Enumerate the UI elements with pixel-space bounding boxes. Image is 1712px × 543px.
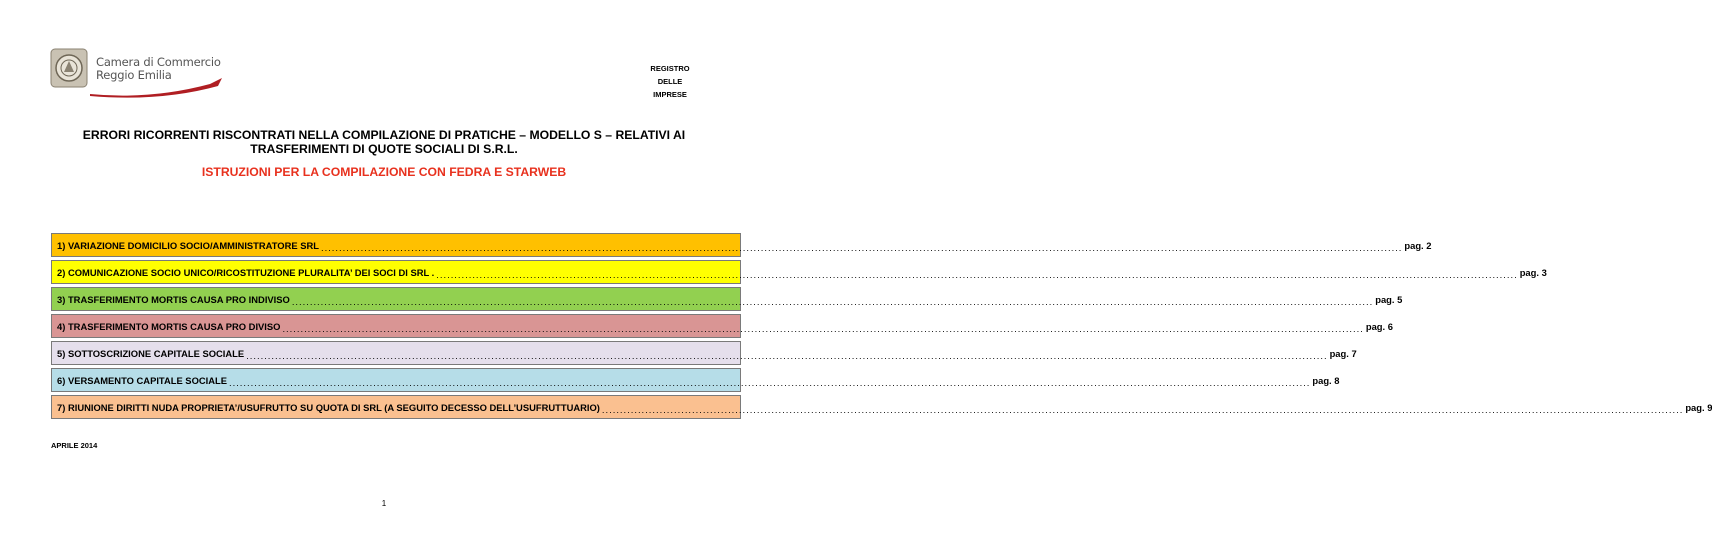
toc-entry-label: 1) VARIAZIONE DOMICILIO SOCIO/AMMINISTRATORE SRL <box>57 239 319 251</box>
page-number: 1 <box>381 499 387 508</box>
toc-leader-dots: ............................................................................................................................................................................................................................................................................................................ <box>320 241 1403 253</box>
toc-entry-page: pag. 2 <box>1404 239 1432 251</box>
logo-line-1: Camera di Commercio <box>96 55 221 69</box>
toc-entry-label: 5) SOTTOSCRIZIONE CAPITALE SOCIALE <box>57 347 245 359</box>
document-date: APRILE 2014 <box>51 441 98 450</box>
toc-entry-label: 3) TRASFERIMENTO MORTIS CAUSA PRO INDIVISO <box>57 293 290 305</box>
toc-entry[interactable] <box>51 341 1357 365</box>
toc-entry[interactable] <box>51 368 1340 392</box>
document-title <box>60 128 708 156</box>
toc-entry-label: 4) TRASFERIMENTO MORTIS CAUSA PRO DIVISO <box>57 320 281 332</box>
logo-line-2: Reggio Emilia <box>96 68 172 82</box>
toc-entry-page: pag. 5 <box>1375 293 1403 305</box>
toc-entry-page: pag. 8 <box>1312 374 1340 386</box>
chamber-of-commerce-logo <box>50 48 222 100</box>
toc-entry-page: pag. 6 <box>1365 320 1393 332</box>
toc-entry[interactable] <box>51 395 1712 419</box>
registry-line-1: REGISTRO <box>650 64 690 73</box>
toc-entry-page: pag. 7 <box>1329 347 1357 359</box>
table-of-contents <box>51 233 1712 422</box>
title-line-1: ERRORI RICORRENTI RISCONTRATI NELLA COMPILAZIONE DI PRATICHE – MODELLO S – RELATIVI AI <box>82 128 686 142</box>
toc-entry-label: 7) RIUNIONE DIRITTI NUDA PROPRIETA’/USUFRUTTO SU QUOTA DI SRL (A SEGUITO DECESSO DELL’USUFRUTTUARIO) <box>57 401 600 413</box>
toc-entry[interactable] <box>51 260 1547 284</box>
registry-line-2: DELLE <box>657 77 683 86</box>
title-line-2: TRASFERIMENTI DI QUOTE SOCIALI DI S.R.L. <box>250 142 518 156</box>
toc-leader-dots: ............................................................................................................................................................................................................................................................................................................ <box>601 403 1684 415</box>
registry-label <box>640 62 700 101</box>
toc-entry[interactable] <box>51 233 1432 257</box>
logo-swoosh-icon <box>90 78 224 98</box>
toc-entry-page: pag. 9 <box>1685 401 1712 413</box>
document-subtitle: ISTRUZIONI PER LA COMPILAZIONE CON FEDRA E STARWEB <box>201 165 567 179</box>
toc-entry-label: 2) COMUNICAZIONE SOCIO UNICO/RICOSTITUZIONE PLURALITA’ DEI SOCI DI SRL . <box>57 266 435 278</box>
toc-leader-dots: ............................................................................................................................................................................................................................................................................................................ <box>282 322 1364 334</box>
seal-icon <box>50 48 88 88</box>
toc-entry-label: 6) VERSAMENTO CAPITALE SOCIALE <box>57 374 227 386</box>
toc-entry[interactable] <box>51 287 1403 311</box>
toc-leader-dots: ............................................................................................................................................................................................................................................................................................................ <box>291 295 1374 307</box>
toc-leader-dots: ............................................................................................................................................................................................................................................................................................................ <box>228 376 1311 388</box>
registry-line-3: IMPRESE <box>653 90 687 99</box>
toc-leader-dots: ............................................................................................................................................................................................................................................................................................................ <box>246 349 1328 361</box>
toc-leader-dots: ............................................................................................................................................................................................................................................................................................................ <box>436 268 1518 280</box>
toc-entry[interactable] <box>51 314 1393 338</box>
toc-entry-page: pag. 3 <box>1519 266 1547 278</box>
